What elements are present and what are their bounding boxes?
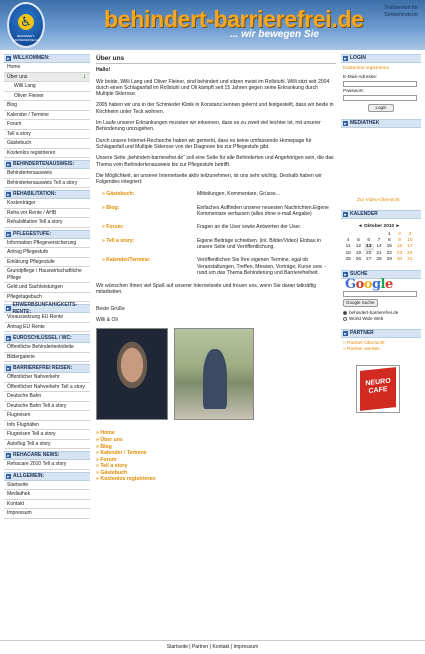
sidebar-item[interactable] [4,111,90,121]
calendar-day[interactable]: 20 [366,250,372,256]
sidebar-item-label: Über uns [7,73,28,80]
sidebar-item[interactable] [4,73,90,83]
arrow-icon: ► [343,272,348,278]
textversion-line2: Sehbehinderte [384,12,418,18]
textversion-line1: Textversion für [384,5,418,11]
sidebar-item[interactable] [4,63,90,73]
regards: Beste Grüße [96,305,125,312]
footer-link[interactable]: Startseite [166,644,188,650]
calendar-grid [343,232,415,263]
bottom-link-list [96,430,336,483]
sidebar-item-label: Impressum [7,510,32,516]
textversion-link[interactable] [353,5,418,19]
sidebar-item[interactable] [4,490,90,500]
nav-list [4,313,90,332]
sidebar-item-label: Grundpflege / Hauswirtschaftliche Pflege [7,268,82,281]
bottom-link[interactable]: » Blog [96,444,336,451]
main-content [96,54,336,483]
feature-description: Fragen an die User sowie Antworten der User. [197,224,302,231]
prev-month-arrow[interactable]: ◄ [357,224,364,229]
bottom-link[interactable]: » Kalender / Termine [96,450,336,457]
intro-paragraph-6: Die Möglichkeit, an unserer Internetseite aktiv teilzunehmen, ist uns sehr wichtig. Deshalb haben wir Folgendes integriert: [96,172,322,186]
sidebar-item-label: Kalender / Termine [7,111,49,118]
nav-box-title [4,334,90,343]
mediathek-box [341,119,421,206]
sidebar-item-label: Bildergalerie [7,353,35,360]
footer-separator: | [187,644,192,650]
sidebar-item-label: Info Flughäfen [7,421,39,428]
sidebar-item-label: Deutsche Bahn Tell a story [7,402,67,409]
nav-box-title-text: ERWERBSUNFÄHIGKEITS-RENTE: [12,301,78,315]
nav-box-title [4,54,90,63]
photo-oli [174,328,254,420]
sidebar-item-label: Flugreisen Tell a story [7,431,56,437]
arrow-icon: ► [6,231,11,237]
sidebar-item[interactable] [4,283,90,293]
feature-row [102,205,336,218]
become-partner-link[interactable]: » Partner werden [343,347,380,353]
sidebar-item-label: Willi Lang [14,83,36,89]
calendar [341,219,417,266]
bottom-link[interactable]: » Home [96,430,336,437]
nav-list [4,373,90,449]
footer-link[interactable]: Partner [191,644,209,650]
sidebar-item-label: Öffentliche Behindertentoilette [7,344,74,350]
sidebar-item[interactable] [4,139,90,149]
sidebar-item-label: Behindertenausweis Tell a story [7,179,78,186]
calendar-day[interactable]: 16 [396,244,403,250]
calendar-month [343,224,415,230]
site-header [0,0,425,50]
neuro-cafe-logo: NEURO CAFE [360,367,396,411]
sidebar-item[interactable] [4,313,90,323]
calendar-day[interactable]: 29 [386,256,392,262]
calendar-day[interactable]: 13 [364,244,374,250]
sidebar-item-label: Antrag EU Rente [7,323,45,330]
nav-box-title [4,472,90,481]
footer-separator: | [229,644,234,650]
intro-paragraph-2: 2005 haben wir uns in der Schmieder Klinik in Konstanz kennen gelernt und festgestellt, dass wir beide in Kirchheim unter Teck wohnen. [96,102,334,115]
sidebar-item[interactable] [4,509,90,519]
feature-key[interactable]: » Forum: [102,224,197,230]
nav-list [4,169,90,188]
sidebar-item[interactable] [4,392,90,402]
radio-site-label: behindert-barrierefrei.de [349,310,399,316]
nav-list [4,481,90,519]
partner-box-title [341,329,421,338]
sidebar-item-label: Kostenträger [7,200,36,206]
sidebar-item-label: Rehabilitation Tell a story [7,219,63,225]
closing-paragraph: Wir wünschen Ihnen viel Spaß auf unserer Internetseite und freuen uns, wenn Sie daran tatkräftig mitarbeiten. [96,283,317,296]
login-box-title [341,54,421,63]
login-title-text: LOGIN [350,55,366,61]
nav-box-title-text: ALLGEMEIN: [13,472,45,479]
email-field[interactable] [343,81,417,87]
right-sidebar [341,54,421,420]
feature-description: Einfaches Auffinden unserer neuesten Nachrichten.Eigene Kommentare verfassen (alles ohne e-mail Angabe) [197,204,329,218]
mediathek-box-title [341,119,421,128]
sidebar-item[interactable] [4,248,90,258]
calendar-day[interactable]: 27 [366,256,372,262]
footer-link[interactable]: Impressum [233,644,259,650]
sidebar-item-label: Geld und Sachleistungen [7,284,63,290]
wheelchair-icon: ♿ [18,14,34,30]
google-logo: Google [345,277,393,293]
calendar-day[interactable]: 4 [346,238,350,244]
calendar-day[interactable]: 6 [367,238,371,244]
become-partner-label: Partner werden [347,347,380,353]
google-search-button[interactable]: Google Suche [343,299,378,307]
partner-overview-label: Partner-Übersicht [347,341,385,347]
nav-box-title-text: BARRIEREFREI REISEN: [13,365,73,371]
sidebar-item[interactable] [4,82,90,92]
calendar-week [343,257,415,263]
nav-box-title [4,160,90,169]
sidebar-item[interactable] [4,343,90,353]
site-slogan: ... wir bewegen Sie [230,29,319,40]
arrow-icon: ► [6,306,11,311]
register-link[interactable]: Kostenlos registrieren [343,66,390,71]
password-label: Passwort: [343,89,365,94]
sidebar-item[interactable] [4,169,90,179]
sidebar-item-label: Deutsche Bahn [7,393,42,399]
sidebar-item-label: Kontakt [7,500,24,507]
intro-paragraph-3: Im Laufe unserer Erkrankungen mussten wir erkennen, dass es zu zweit viel leichter ist, mit unserer Behinderung umzugehen. [96,120,321,133]
sidebar-item[interactable] [4,323,90,333]
next-month-arrow[interactable]: ► [394,224,401,229]
nav-list [4,199,90,228]
feature-row [102,224,336,230]
calendar-day[interactable]: 14 [376,244,382,250]
nav-box-title [4,451,90,460]
feature-key[interactable]: » Gästebuch: [102,191,197,197]
sidebar-item-label: Reha vor Rente / AHB [7,209,57,216]
calendar-day[interactable]: 19 [355,250,362,256]
calendar-day[interactable]: 12 [355,244,362,250]
feature-description: Mitteilungen, Kommentare, Grüsse... [197,191,280,198]
calendar-day[interactable]: 11 [345,244,351,250]
neuro-cafe-banner[interactable] [356,365,400,413]
sidebar-item-label: Öffentlicher Nahverkehr [7,374,60,380]
feature-row [102,191,336,197]
nav-box-title [4,301,90,315]
signature: Willi & Oli [96,317,118,324]
month-label: Oktober 2010 [363,224,395,229]
radio-web[interactable] [343,316,419,322]
calendar-day[interactable]: 22 [386,250,392,256]
calendar-day[interactable]: 23 [396,250,403,256]
arrow-icon: ► [6,56,11,61]
bottom-link[interactable]: » Tell a story [96,463,336,470]
sidebar-item[interactable] [4,258,90,268]
bottom-link[interactable]: » Über uns [96,437,336,444]
sidebar-item[interactable] [4,500,90,510]
feature-list [96,191,336,276]
active-marker-icon: ⋮ [82,73,87,80]
calendar-day[interactable]: 31 [407,256,413,262]
arrow-icon: ► [6,473,11,479]
calendar-day[interactable]: 18 [345,250,351,256]
sidebar-item[interactable] [4,383,90,393]
calendar-day[interactable]: 1 [387,232,391,237]
feature-key[interactable]: » Kalender/Termine: [102,257,197,276]
sidebar-item-label: Startseite [7,481,29,488]
sidebar-item-label: Oliver Fleiner [14,92,44,99]
sidebar-item[interactable] [4,481,90,491]
sidebar-item[interactable] [4,149,90,159]
sidebar-item[interactable] [4,239,90,249]
nav-list [4,63,90,158]
sidebar-item-label: Information Pflegeversicherung [7,239,77,246]
calendar-day[interactable]: 8 [387,238,391,244]
sidebar-item[interactable] [4,430,90,440]
sidebar-item[interactable] [4,209,90,219]
arrow-icon: ► [343,331,348,337]
bottom-link[interactable]: » Gästebuch [96,470,336,477]
nav-list [4,239,90,303]
feature-description: Eigene Beiträge schreiben. (inl. Bilder/Video) Einbau in unsere Seite und Veröffentlichung. [197,237,321,250]
intro-paragraph-4: Durch unsere Internet-Recherche haben wir gemerkt, dass es keine umfassende Homepage für Schlaganfall und Multiple Sklerose von der Diagnose bis zur Pflegestufe gibt. [96,137,312,150]
sidebar-item[interactable] [4,411,90,421]
calendar-title-text: KALENDER [350,211,378,217]
login-box [341,54,421,115]
sidebar-item-label: Rehacare 2010 Tell a story [7,461,67,467]
feature-row [102,238,336,251]
sidebar-item[interactable] [4,421,90,431]
footer-separator: | [208,644,213,650]
nav-box-title-text: EUROSCHLÜSSEL / WC: [13,335,72,341]
sidebar-item[interactable] [4,267,90,283]
login-button[interactable]: Login [368,104,393,112]
nav-box-title-text: WILLKOMMEN: [13,55,50,61]
nav-box-title [4,190,90,199]
site-logo[interactable] [7,2,45,48]
nav-box-title-text: PFLEGESTUFE: [13,230,52,237]
bottom-link[interactable]: » Forum [96,457,336,464]
nav-list [4,460,90,470]
video-overview-link[interactable]: Zur Video-Übersicht [357,198,400,203]
sidebar-item[interactable] [4,179,90,189]
sidebar-item[interactable] [4,440,90,450]
sidebar-item-label: Home [7,64,21,70]
sidebar-item-label: Öffentlicher Nahverkehr Tell a story [7,383,85,390]
arrow-icon: ► [6,162,11,167]
calendar-box-title [341,210,421,219]
arrow-icon: ► [343,56,348,61]
site-title: behindert-barrierefrei.de [104,6,364,32]
nav-box-title-text: REHACARE NEWS: [13,452,60,458]
radio-web-label: World Wide Web [349,316,384,322]
arrow-icon: ► [6,366,11,371]
intro-paragraph-1: Wir beide, Willi Lang und Oliver Fleiner, sind behindert und sitzen meist im Rollstuhl. Willi sitzt seit 2004 durch einen Schlaganfall im Rollstuhl und Oli kämpft seit 15 Jahren gegen seine Erkrankung durch Multiple Sklerose. [96,78,330,98]
sidebar-item-label: Blog [7,102,18,108]
page-title: Über uns [96,54,336,64]
password-field[interactable] [343,95,417,101]
sidebar-item-label: Voraussetzung EU Rente [7,314,64,320]
partner-box [341,329,421,416]
sidebar-item[interactable] [4,460,90,470]
sidebar-item[interactable] [4,402,90,412]
feature-key[interactable]: » Blog: [102,205,197,218]
partner-title-text: PARTNER [350,330,374,337]
sidebar-item-label: Gästebuch [7,140,32,146]
feature-key[interactable]: » Tell a story: [102,238,197,251]
calendar-day[interactable]: 9 [398,238,401,244]
calendar-day[interactable]: 25 [345,256,351,262]
sidebar-item[interactable] [4,199,90,209]
sidebar-item-label: Pflegetagebuch [7,293,42,300]
nav-list [4,343,90,362]
calendar-day[interactable]: 10 [407,238,413,244]
calendar-day[interactable]: 3 [408,232,412,237]
calendar-day[interactable]: 17 [407,244,413,250]
sidebar-item[interactable] [4,101,90,111]
greeting: Hallo! [96,67,111,74]
arrow-icon: ► [6,453,11,458]
sidebar-item-label: Forum [7,121,22,127]
search-box [341,270,421,325]
sidebar-item-label: Behindertenausweis [7,170,53,176]
sidebar-item[interactable] [4,120,90,130]
feature-row [102,257,336,276]
sidebar-item[interactable] [4,130,90,140]
intro-paragraph-5: Unsere Seite „behindert-barrierefrei.de“ soll eine Seite für alle Behinderten und Angehörigen sein, die das Thema vom Behindertenausweis bis zur Pflegestufe betrifft. [96,155,334,168]
calendar-day[interactable]: 2 [398,232,401,237]
nav-box-title [4,230,90,239]
photo-willi [96,328,168,420]
search-title-text: SUCHE [350,271,368,278]
feature-description: Veröffentlichen Sie Ihre eigenen Termine, egal ob Veranstaltungen, Treffen, Messen, Vorträge, Kurse usw. - rund um das Thema Behinderung und Barrierefreiheit. [197,257,327,276]
calendar-day[interactable]: 26 [355,256,362,262]
site-footer [0,640,425,654]
arrow-icon: ► [343,121,348,126]
sidebar-item-label: Tell a story [7,130,31,137]
sidebar-item-label: Erklärung Pflegestufe [7,258,55,265]
arrow-icon: ► [6,192,11,197]
calendar-day[interactable]: 28 [376,256,382,262]
email-label: E-Mail-Adresse: [343,75,378,80]
sidebar-item[interactable] [4,293,90,303]
logo-text: BEHINDERT-BARRIEREFREI.DE [12,34,40,42]
calendar-day[interactable]: 30 [396,256,403,262]
sidebar-item[interactable] [4,353,90,363]
nav-box-title-text: BEHINDERTENAUSWEIS: [13,161,75,167]
calendar-box [341,210,421,266]
sidebar-item-label: Antrag Pflegestufe [7,249,49,255]
sidebar-item-label: Flugreisen [7,412,31,418]
bottom-link[interactable]: » Kostenlos registrieren [96,476,336,483]
sidebar-item[interactable] [4,218,90,228]
sidebar-item[interactable] [4,92,90,102]
sidebar-item-label: Autoflug Tell a story [7,440,51,447]
footer-link[interactable]: Kontakt [212,644,230,650]
sidebar-item-label: Mediathek [7,491,31,497]
photo-row [96,328,336,420]
calendar-day[interactable]: 21 [376,250,382,256]
calendar-day[interactable]: 7 [377,238,381,244]
partner-overview-link[interactable]: » Partner-Übersicht [343,341,385,347]
sidebar-item[interactable] [4,373,90,383]
sidebar-item-label: Kostenlos registrieren [7,149,56,156]
nav-box-title [4,364,90,373]
calendar-day[interactable]: 24 [407,250,413,256]
arrow-icon: ► [343,212,348,217]
left-sidebar [4,54,90,521]
calendar-day[interactable]: 5 [357,238,360,244]
calendar-day[interactable]: 15 [386,244,392,250]
mediathek-title-text: MEDIATHEK [350,120,380,126]
arrow-icon: ► [6,336,11,341]
nav-box-title-text: REHABILITATION: [13,191,57,197]
